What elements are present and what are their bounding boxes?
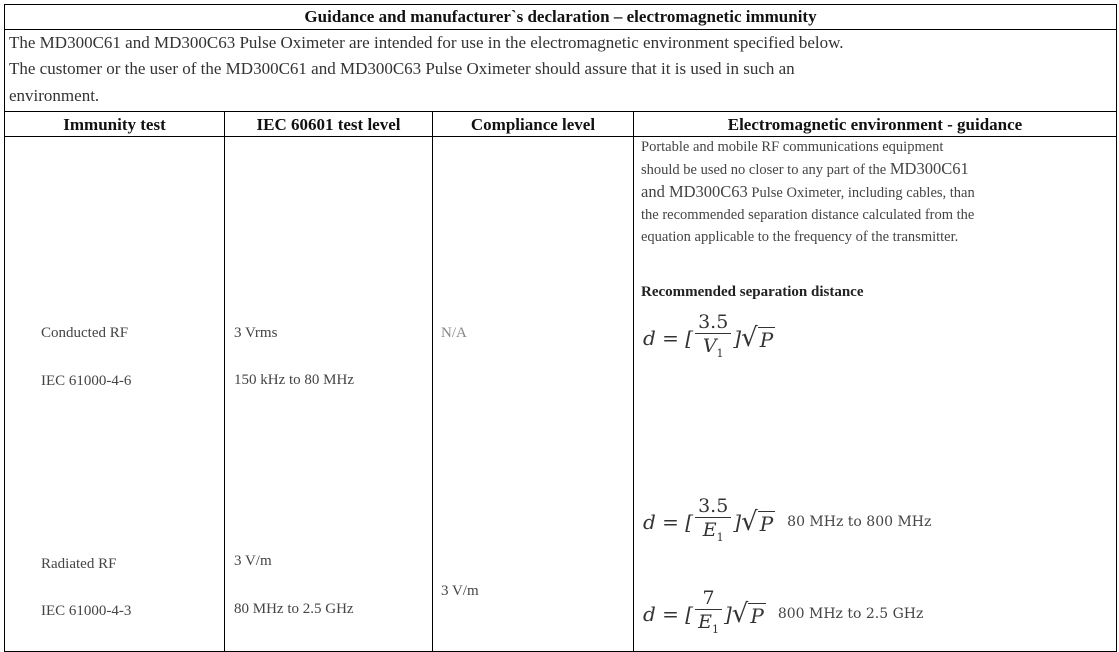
formula-rhs: ] <box>733 326 742 351</box>
intro-line-1: The MD300C61 and MD300C63 Pulse Oximeter are intended for use in the electromagnetic environment specified below. <box>9 33 844 52</box>
frequency-range: 80 MHz to 800 MHz <box>787 514 932 531</box>
formula-rhs: ] <box>723 602 732 627</box>
compliance-radiated: 3 V/m <box>441 583 479 599</box>
denominator-subscript: 1 <box>716 346 724 360</box>
fraction <box>695 495 731 550</box>
fraction-denominator <box>695 610 722 642</box>
fraction-numerator: 7 <box>702 587 715 609</box>
intro-line-3: environment. <box>9 86 100 105</box>
radical-icon: √ <box>731 598 749 629</box>
intro-line-2: The customer or the user of the MD300C61 and MD300C63 Pulse Oximeter should assure that it is used in such an <box>9 59 795 78</box>
test-radiated-rf: Radiated RF <box>41 556 117 572</box>
fraction-numerator: 3.5 <box>698 495 729 517</box>
radical-icon: √ <box>741 322 758 353</box>
header-test-level: IEC 60601 test level <box>256 115 401 134</box>
radicand: P <box>759 511 774 536</box>
square-root <box>731 598 766 629</box>
guidance-line: Portable and mobile RF communications equipment <box>641 139 944 155</box>
emc-immunity-table <box>4 4 1117 652</box>
fraction-numerator: 3.5 <box>698 311 729 333</box>
guidance-text <box>641 136 1113 248</box>
denominator-symbol: V <box>702 335 717 357</box>
formula-lhs: d = [ <box>643 510 694 535</box>
column-divider <box>633 112 634 651</box>
radical-icon: √ <box>741 506 758 537</box>
formula-radiated-high <box>643 587 923 642</box>
model-name: MD300C61 <box>889 159 969 178</box>
radicand: P <box>759 327 774 352</box>
header-compliance-level: Compliance level <box>470 115 596 134</box>
column-divider <box>432 112 433 651</box>
level-radiated: 3 V/m <box>234 553 272 569</box>
column-divider <box>224 112 225 651</box>
model-name: and MD300C63 <box>641 182 748 201</box>
header-guidance: Electromagnetic environment - guidance <box>727 115 1023 134</box>
guidance-line: the recommended separation distance calculated from the <box>641 207 975 223</box>
header-immunity-test: Immunity test <box>63 115 166 134</box>
level-conducted: 3 Vrms <box>234 325 278 341</box>
guidance-fragment: should be used no closer to any part of the <box>641 162 890 178</box>
fraction-denominator <box>700 518 727 550</box>
standard-iec-61000-4-3: IEC 61000-4-3 <box>41 603 132 619</box>
square-root <box>741 506 775 537</box>
fraction-denominator <box>700 334 727 366</box>
fraction <box>695 311 731 366</box>
frequency-range: 800 MHz to 2.5 GHz <box>777 606 924 623</box>
divider <box>5 111 1116 112</box>
formula-conducted <box>643 311 775 366</box>
guidance-line <box>641 181 1113 204</box>
formula-radiated-low <box>643 495 931 550</box>
test-conducted-rf: Conducted RF <box>41 325 129 341</box>
denominator-subscript: 1 <box>711 622 719 636</box>
guidance-fragment: Pulse Oximeter, including cables, than <box>747 185 975 201</box>
formula-lhs: d = [ <box>643 602 694 627</box>
denominator-symbol: E <box>698 611 712 633</box>
formula-rhs: ] <box>733 510 742 535</box>
denominator-subscript: 1 <box>716 530 724 544</box>
radicand: P <box>750 603 764 628</box>
standard-iec-61000-4-6: IEC 61000-4-6 <box>41 373 132 389</box>
guidance-line: equation applicable to the frequency of the transmitter. <box>641 229 959 245</box>
divider <box>5 29 1116 30</box>
guidance-line <box>641 158 1113 181</box>
range-radiated: 80 MHz to 2.5 GHz <box>234 601 354 617</box>
table-title: Guidance and manufacturer`s declaration – electromagnetic immunity <box>304 7 817 26</box>
compliance-conducted: N/A <box>441 325 467 341</box>
denominator-symbol: E <box>702 519 717 541</box>
fraction <box>695 587 722 642</box>
formula-lhs: d = [ <box>643 326 694 351</box>
square-root <box>741 322 775 353</box>
recommended-distance-label: Recommended separation distance <box>641 284 864 300</box>
range-conducted: 150 kHz to 80 MHz <box>234 372 354 388</box>
